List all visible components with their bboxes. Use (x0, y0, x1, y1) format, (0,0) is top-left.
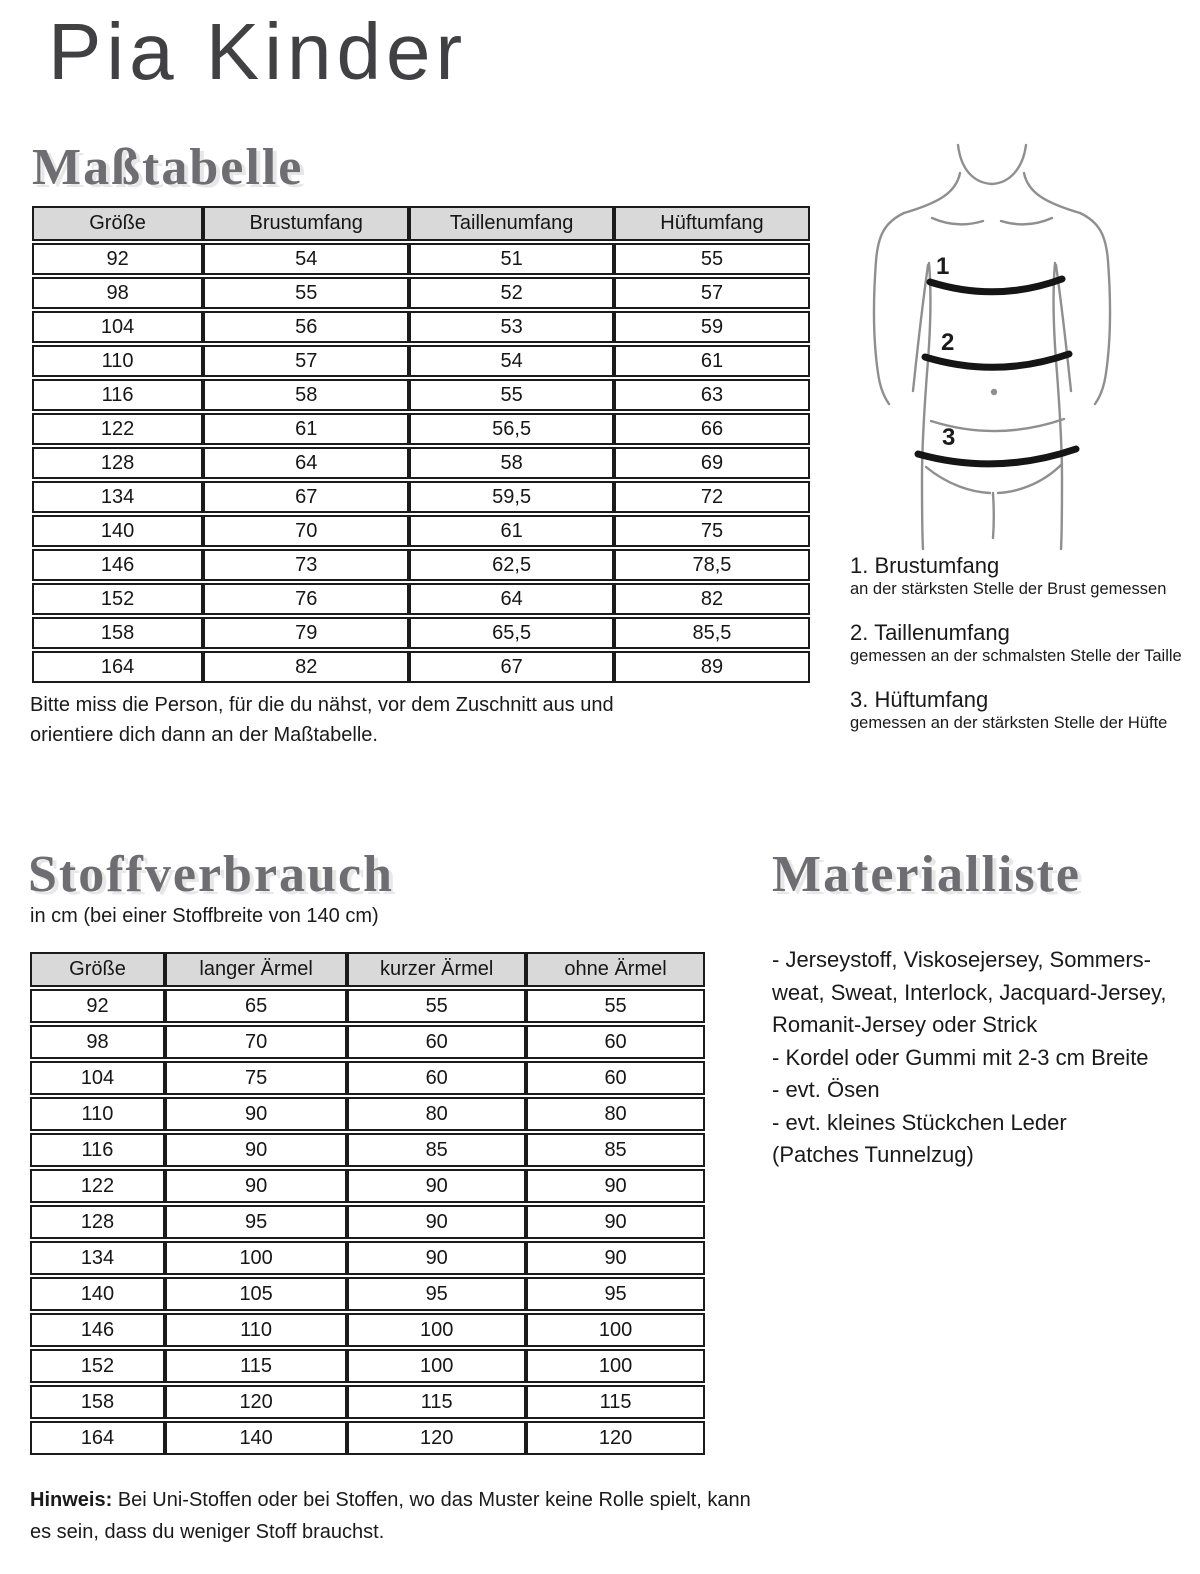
table-cell: 100 (347, 1349, 526, 1383)
table-cell: 158 (30, 1385, 165, 1419)
table-cell: 100 (526, 1349, 705, 1383)
table-cell: 100 (526, 1313, 705, 1347)
table-cell: 98 (30, 1025, 165, 1059)
table-cell: 146 (30, 1313, 165, 1347)
table-cell: 65 (165, 989, 347, 1023)
table-cell: 122 (30, 1169, 165, 1203)
table-header-row (32, 206, 810, 241)
table-cell: 95 (347, 1277, 526, 1311)
table-row (30, 1169, 705, 1203)
column-header-hueftumfang: Hüftumfang (614, 206, 810, 241)
table-cell: 100 (347, 1313, 526, 1347)
table-row (30, 1385, 705, 1419)
table-row (32, 583, 810, 615)
table-cell: 152 (32, 583, 203, 615)
table-cell: 90 (526, 1205, 705, 1239)
table-cell: 82 (614, 583, 810, 615)
column-header-kurzer-aermel: kurzer Ärmel (347, 952, 526, 987)
table-cell: 60 (347, 1025, 526, 1059)
table-cell: 70 (165, 1025, 347, 1059)
table-cell: 128 (32, 447, 203, 479)
hint-label: Hinweis: (30, 1489, 113, 1511)
legend-description: an der stärksten Stelle der Brust gemessen (850, 580, 1167, 598)
table-row (32, 277, 810, 309)
table-cell: 60 (526, 1061, 705, 1095)
measurement-legend (850, 553, 1195, 754)
table-row (30, 1061, 705, 1095)
table-cell: 64 (203, 447, 409, 479)
column-header-langer-aermel: langer Ärmel (165, 952, 347, 987)
table-cell: 105 (165, 1277, 347, 1311)
table-cell: 53 (409, 311, 614, 343)
table-row (30, 1025, 705, 1059)
table-cell: 115 (526, 1385, 705, 1419)
table-cell: 76 (203, 583, 409, 615)
material-list-line: Romanit-Jersey oder Strick (772, 1012, 1038, 1037)
table-cell: 69 (614, 447, 810, 479)
table-cell: 75 (614, 515, 810, 547)
table-cell: 134 (30, 1241, 165, 1275)
hint-line-1: Bei Uni-Stoffen oder bei Stoffen, wo das Muster keine Rolle spielt, kann (117, 1489, 751, 1511)
table-row (32, 379, 810, 411)
table-row (32, 549, 810, 581)
table-cell: 134 (32, 481, 203, 513)
table-row (32, 413, 810, 445)
table-cell: 90 (347, 1241, 526, 1275)
band-label-1: 1 (936, 253, 950, 280)
table-row (30, 1097, 705, 1131)
navel-dot (991, 389, 997, 395)
legend-title: 2. Taillenumfang (850, 620, 1010, 645)
body-measurement-diagram (852, 133, 1152, 553)
table-cell: 128 (30, 1205, 165, 1239)
table-cell: 56,5 (409, 413, 614, 445)
material-list-line: - Kordel oder Gummi mit 2-3 cm Breite (772, 1044, 1149, 1070)
table-row (32, 447, 810, 479)
table-cell: 80 (347, 1097, 526, 1131)
table-cell: 90 (347, 1169, 526, 1203)
column-header-ohne-aermel: ohne Ärmel (526, 952, 705, 987)
table-cell: 67 (409, 651, 614, 683)
legend-description: gemessen an der stärksten Stelle der Hüfte (850, 714, 1168, 732)
table-cell: 72 (614, 481, 810, 513)
table-row (30, 1205, 705, 1239)
table-cell: 56 (203, 311, 409, 343)
table-cell: 164 (30, 1421, 165, 1455)
section-heading-masstabelle: Maßtabelle (32, 139, 304, 196)
section-heading-materialliste: Materialliste (772, 846, 1081, 903)
table-cell: 59 (614, 311, 810, 343)
table-cell: 90 (165, 1169, 347, 1203)
table-cell: 58 (409, 447, 614, 479)
band-label-2: 2 (941, 329, 955, 356)
table-row (32, 617, 810, 649)
table-cell: 52 (409, 277, 614, 309)
table-row (30, 1241, 705, 1275)
table-cell: 90 (526, 1241, 705, 1275)
column-header-groesse: Größe (30, 952, 165, 987)
hint-line-2: es sein, dass du weniger Stoff brauchst. (30, 1521, 385, 1543)
table-cell: 90 (165, 1097, 347, 1131)
table-row (32, 651, 810, 683)
table-cell: 90 (165, 1133, 347, 1167)
table-cell: 80 (526, 1097, 705, 1131)
table-cell: 61 (203, 413, 409, 445)
material-list-line: - evt. kleines Stückchen Leder (772, 1109, 1067, 1135)
size-measurement-table (32, 204, 810, 685)
fabric-consumption-table (30, 950, 705, 1457)
table-cell: 95 (165, 1205, 347, 1239)
table-row (32, 481, 810, 513)
table-cell: 115 (347, 1385, 526, 1419)
torso-outline (874, 145, 1110, 549)
table-cell: 60 (347, 1061, 526, 1095)
legend-description: gemessen an der schmalsten Stelle der Taille (850, 647, 1182, 665)
table-cell: 110 (32, 345, 203, 377)
column-header-taillenumfang: Taillenumfang (409, 206, 614, 241)
chest-band (930, 279, 1062, 292)
table-cell: 116 (30, 1133, 165, 1167)
table-cell: 59,5 (409, 481, 614, 513)
table-cell: 90 (526, 1169, 705, 1203)
table-cell: 79 (203, 617, 409, 649)
table-cell: 61 (614, 345, 810, 377)
table-row (32, 243, 810, 275)
table-cell: 110 (165, 1313, 347, 1347)
table-cell: 58 (203, 379, 409, 411)
size-table-body (32, 243, 810, 683)
table-cell: 70 (203, 515, 409, 547)
table-row (30, 1313, 705, 1347)
legend-item-brustumfang (850, 553, 1195, 599)
table-row (32, 515, 810, 547)
measuring-note (30, 690, 670, 750)
table-cell: 54 (203, 243, 409, 275)
hip-band (918, 449, 1076, 464)
table-cell: 90 (347, 1205, 526, 1239)
table-cell: 55 (614, 243, 810, 275)
table-cell: 100 (165, 1241, 347, 1275)
material-list (772, 944, 1200, 1172)
table-cell: 89 (614, 651, 810, 683)
table-cell: 57 (203, 345, 409, 377)
legend-item-taillenumfang (850, 620, 1195, 666)
table-row (32, 345, 810, 377)
section-heading-stoffverbrauch: Stoffverbrauch (28, 846, 394, 903)
table-cell: 78,5 (614, 549, 810, 581)
table-row (30, 1421, 705, 1455)
table-cell: 104 (32, 311, 203, 343)
table-cell: 60 (526, 1025, 705, 1059)
table-cell: 55 (526, 989, 705, 1023)
table-cell: 152 (30, 1349, 165, 1383)
table-cell: 62,5 (409, 549, 614, 581)
material-list-line: - evt. Ösen (772, 1077, 880, 1102)
table-cell: 55 (203, 277, 409, 309)
table-cell: 115 (165, 1349, 347, 1383)
note-line-1: Bitte miss die Person, für die du nähst, vor dem Zuschnitt aus und (30, 694, 614, 716)
table-cell: 98 (32, 277, 203, 309)
table-cell: 61 (409, 515, 614, 547)
table-cell: 54 (409, 345, 614, 377)
band-label-3: 3 (942, 424, 956, 451)
table-cell: 85 (526, 1133, 705, 1167)
table-cell: 140 (165, 1421, 347, 1455)
table-cell: 85,5 (614, 617, 810, 649)
legend-title: 1. Brustumfang (850, 553, 1000, 578)
table-cell: 85 (347, 1133, 526, 1167)
column-header-brustumfang: Brustumfang (203, 206, 409, 241)
table-row (30, 1277, 705, 1311)
table-cell: 55 (347, 989, 526, 1023)
page-title: Pia Kinder (48, 7, 468, 96)
table-cell: 65,5 (409, 617, 614, 649)
legend-item-hueftumfang (850, 687, 1195, 733)
material-list-line: (Patches Tunnelzug) (772, 1142, 974, 1167)
table-cell: 120 (347, 1421, 526, 1455)
table-cell: 122 (32, 413, 203, 445)
table-cell: 66 (614, 413, 810, 445)
table-cell: 104 (30, 1061, 165, 1095)
table-cell: 95 (526, 1277, 705, 1311)
table-cell: 75 (165, 1061, 347, 1095)
material-list-line: weat, Sweat, Interlock, Jacquard-Jersey, (772, 979, 1167, 1005)
torso-illustration (852, 133, 1152, 553)
table-cell: 158 (32, 617, 203, 649)
table-row (30, 1349, 705, 1383)
table-cell: 57 (614, 277, 810, 309)
table-cell: 64 (409, 583, 614, 615)
table-cell: 82 (203, 651, 409, 683)
table-row (30, 989, 705, 1023)
table-cell: 146 (32, 549, 203, 581)
table-row (32, 311, 810, 343)
material-list-line: - Jerseystoff, Viskosejersey, Sommers- (772, 947, 1151, 972)
table-cell: 73 (203, 549, 409, 581)
fabric-table-body (30, 989, 705, 1455)
table-cell: 120 (526, 1421, 705, 1455)
table-cell: 63 (614, 379, 810, 411)
table-cell: 164 (32, 651, 203, 683)
column-header-groesse: Größe (32, 206, 203, 241)
fabric-hint (30, 1484, 790, 1548)
table-cell: 116 (32, 379, 203, 411)
note-line-2: orientiere dich dann an der Maßtabelle. (30, 724, 378, 746)
table-cell: 51 (409, 243, 614, 275)
table-header-row (30, 952, 705, 987)
table-cell: 92 (32, 243, 203, 275)
table-cell: 92 (30, 989, 165, 1023)
table-cell: 140 (32, 515, 203, 547)
fabric-width-subtitle: in cm (bei einer Stoffbreite von 140 cm) (30, 905, 379, 927)
table-row (30, 1133, 705, 1167)
table-cell: 120 (165, 1385, 347, 1419)
table-cell: 110 (30, 1097, 165, 1131)
table-cell: 55 (409, 379, 614, 411)
table-cell: 140 (30, 1277, 165, 1311)
table-cell: 67 (203, 481, 409, 513)
legend-title: 3. Hüftumfang (850, 687, 989, 712)
